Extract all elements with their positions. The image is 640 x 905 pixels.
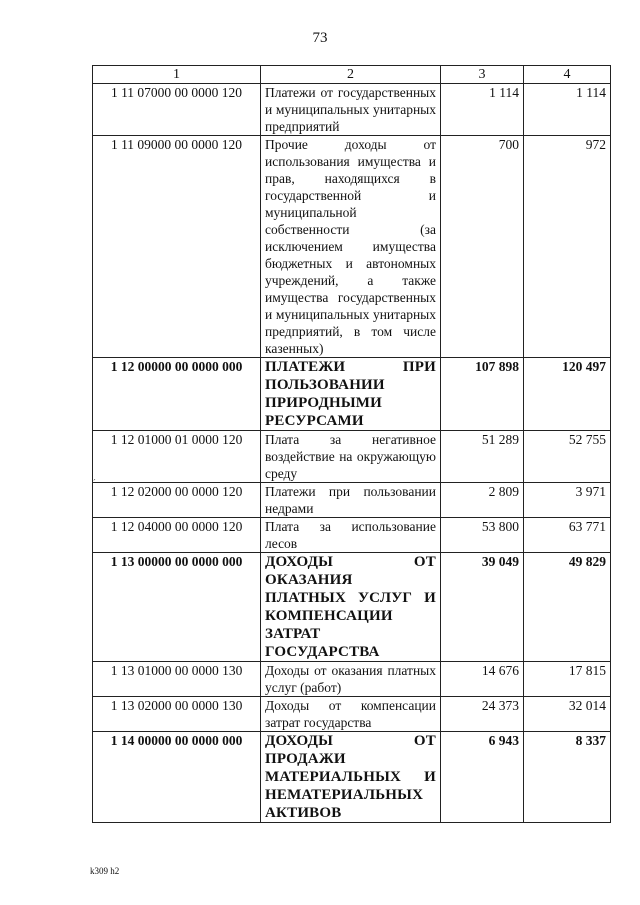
table-row <box>93 697 611 732</box>
table-row <box>93 732 611 823</box>
value-col4-cell: 32 014 <box>524 697 611 732</box>
table-row <box>93 84 611 136</box>
revenue-name-cell: ДОХОДЫ ОТ ПРОДАЖИ МАТЕРИАЛЬНЫХ И НЕМАТЕРИАЛЬНЫХ АКТИВОВ <box>261 732 441 823</box>
value-col3-cell: 53 800 <box>441 518 524 553</box>
value-col3-cell: 700 <box>441 136 524 358</box>
column-header-2: 2 <box>261 66 441 84</box>
column-header-3: 3 <box>441 66 524 84</box>
value-col4-cell: 972 <box>524 136 611 358</box>
value-col4-cell: 52 755 <box>524 431 611 483</box>
table-row <box>93 483 611 518</box>
table-row <box>93 518 611 553</box>
budget-code-cell: 1 11 09000 00 0000 120 <box>93 136 261 358</box>
budget-code-cell: 1 12 01000 01 0000 120 <box>93 431 261 483</box>
value-col3-cell: 24 373 <box>441 697 524 732</box>
budget-code-cell: 1 12 02000 00 0000 120 <box>93 483 261 518</box>
document-footer-code: k309 h2 <box>90 866 120 876</box>
revenue-name-cell: Плата за использование лесов <box>261 518 441 553</box>
revenue-name-cell: Доходы от оказания платных услуг (работ) <box>261 662 441 697</box>
budget-code-cell: 1 12 04000 00 0000 120 <box>93 518 261 553</box>
value-col4-cell: 17 815 <box>524 662 611 697</box>
value-col4-cell: 1 114 <box>524 84 611 136</box>
value-col4-cell: 120 497 <box>524 358 611 431</box>
table-body <box>93 84 611 823</box>
value-col3-cell: 6 943 <box>441 732 524 823</box>
table-row <box>93 358 611 431</box>
value-col3-cell: 2 809 <box>441 483 524 518</box>
page-number: 73 <box>312 30 328 46</box>
budget-code-cell: 1 13 00000 00 0000 000 <box>93 553 261 662</box>
budget-revenue-table <box>92 65 611 823</box>
revenue-name-cell: Плата за негативное воздействие на окружающую среду <box>261 431 441 483</box>
column-header-1: 1 <box>93 66 261 84</box>
value-col3-cell: 1 114 <box>441 84 524 136</box>
value-col3-cell: 51 289 <box>441 431 524 483</box>
revenue-name-cell: ПЛАТЕЖИ ПРИ ПОЛЬЗОВАНИИ ПРИРОДНЫМИ РЕСУРСАМИ <box>261 358 441 431</box>
column-header-4: 4 <box>524 66 611 84</box>
revenue-name-cell: Платежи от государственных и муниципальных унитарных предприятий <box>261 84 441 136</box>
revenue-name-cell: Платежи при пользовании недрами <box>261 483 441 518</box>
budget-code-cell: 1 13 01000 00 0000 130 <box>93 662 261 697</box>
table-row <box>93 553 611 662</box>
budget-code-cell: 1 11 07000 00 0000 120 <box>93 84 261 136</box>
table-row <box>93 431 611 483</box>
table-row <box>93 136 611 358</box>
value-col3-cell: 14 676 <box>441 662 524 697</box>
value-col4-cell: 63 771 <box>524 518 611 553</box>
value-col4-cell: 3 971 <box>524 483 611 518</box>
scan-mark: ˊ <box>93 478 96 487</box>
value-col3-cell: 39 049 <box>441 553 524 662</box>
value-col4-cell: 49 829 <box>524 553 611 662</box>
budget-code-cell: 1 14 00000 00 0000 000 <box>93 732 261 823</box>
table-header-row <box>93 66 611 84</box>
budget-code-cell: 1 13 02000 00 0000 130 <box>93 697 261 732</box>
value-col4-cell: 8 337 <box>524 732 611 823</box>
table-row <box>93 662 611 697</box>
revenue-name-cell: ДОХОДЫ ОТ ОКАЗАНИЯ ПЛАТНЫХ УСЛУГ И КОМПЕНСАЦИИ ЗАТРАТ ГОСУДАРСТВА <box>261 553 441 662</box>
budget-code-cell: 1 12 00000 00 0000 000 <box>93 358 261 431</box>
revenue-name-cell: Прочие доходы от использования имущества и прав, находящихся в государственной и муниципальной собственности (за исключением имущества бюджетных и автономных учреждений, а также имущества государственных и муниципальных унитарных предприятий, в том числе казенных) <box>261 136 441 358</box>
revenue-name-cell: Доходы от компенсации затрат государства <box>261 697 441 732</box>
value-col3-cell: 107 898 <box>441 358 524 431</box>
